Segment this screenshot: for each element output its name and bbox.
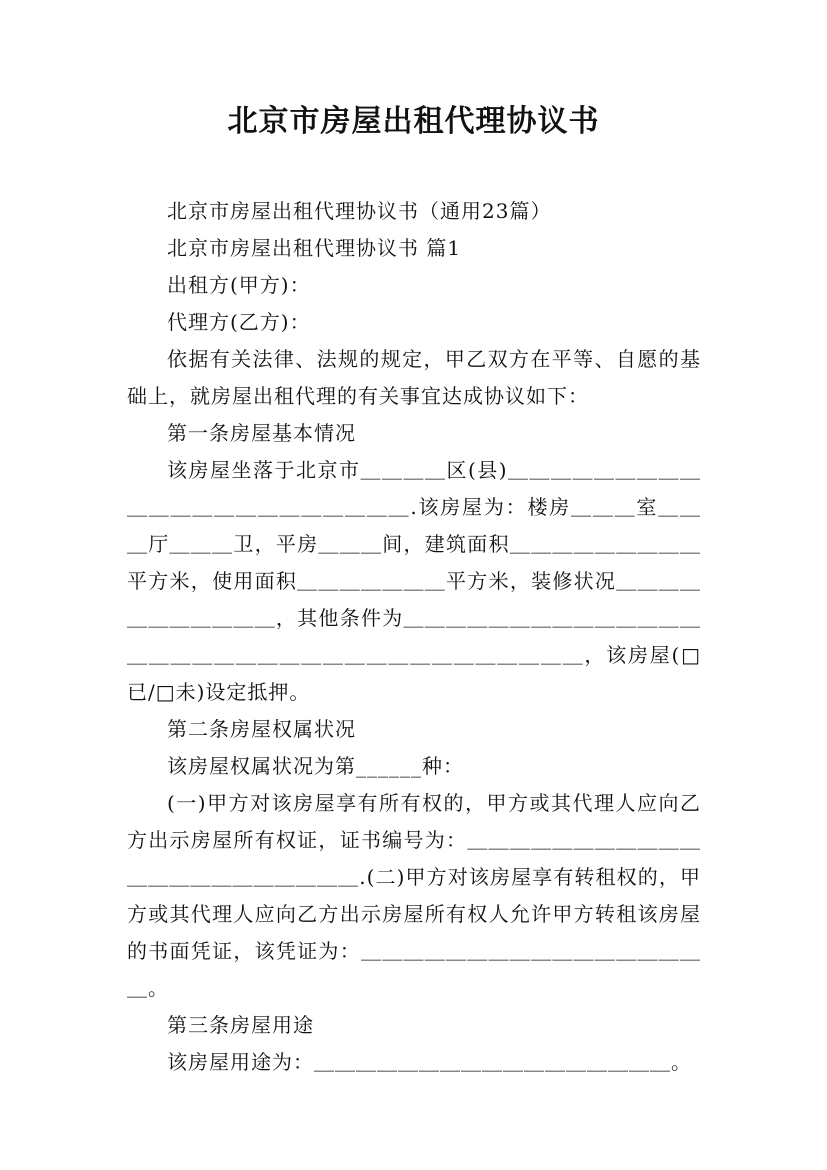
section-heading-2: 第二条房屋权属状况	[167, 717, 356, 741]
section-heading-1: 第一条房屋基本情况	[167, 421, 356, 445]
paragraph-agent: 代理方(乙方)：	[167, 310, 311, 334]
paragraph-collection-title: 北京市房屋出租代理协议书（通用23篇）	[167, 199, 552, 223]
section-heading-3: 第三条房屋用途	[167, 1013, 314, 1037]
paragraph-ownership-details: (一)甲方对该房屋享有所有权的，甲方或其代理人应向乙方出示房屋所有权证，证书编号为：＿＿＿＿＿＿＿＿＿＿＿＿＿＿＿＿＿＿＿＿＿＿.(二)甲方对该房屋享有转租权的，甲方或其代理人应向乙方出示房屋所有权人允许甲方转租该房屋的书面凭证，该凭证为：＿＿＿＿＿＿＿＿＿＿＿＿＿＿＿＿＿。	[127, 791, 701, 1000]
paragraph-preamble: 依据有关法律、法规的规定，甲乙双方在平等、自愿的基础上，就房屋出租代理的有关事宜达成协议如下：	[127, 347, 701, 408]
paragraph-lessor: 出租方(甲方)：	[167, 273, 311, 297]
paragraph-property-details: 该房屋坐落于北京市＿＿＿＿区(县)＿＿＿＿＿＿＿＿＿＿＿＿＿＿＿＿＿＿＿＿＿＿.该房屋为：楼房＿＿＿室＿＿＿厅＿＿＿卫，平房＿＿＿间，建筑面积＿＿＿＿＿＿＿＿＿平方米，使用面积＿＿＿＿＿＿＿平方米，装修状况＿＿＿＿＿＿＿＿＿＿＿，其他条件为＿＿＿＿＿＿＿＿＿＿＿＿＿＿＿＿＿＿＿＿＿＿＿＿＿＿＿＿＿＿＿＿＿＿＿，该房屋(□已/□未)设定抵押。	[127, 458, 701, 704]
paragraph-ownership-type: 该房屋权属状况为第______种：	[167, 754, 464, 778]
document-title: 北京市房屋出租代理协议书	[227, 104, 600, 139]
document-body	[127, 193, 701, 1081]
paragraph-article-heading: 北京市房屋出租代理协议书 篇1	[167, 236, 462, 260]
paragraph-property-use: 该房屋用途为：＿＿＿＿＿＿＿＿＿＿＿＿＿＿＿＿＿。	[167, 1050, 692, 1074]
